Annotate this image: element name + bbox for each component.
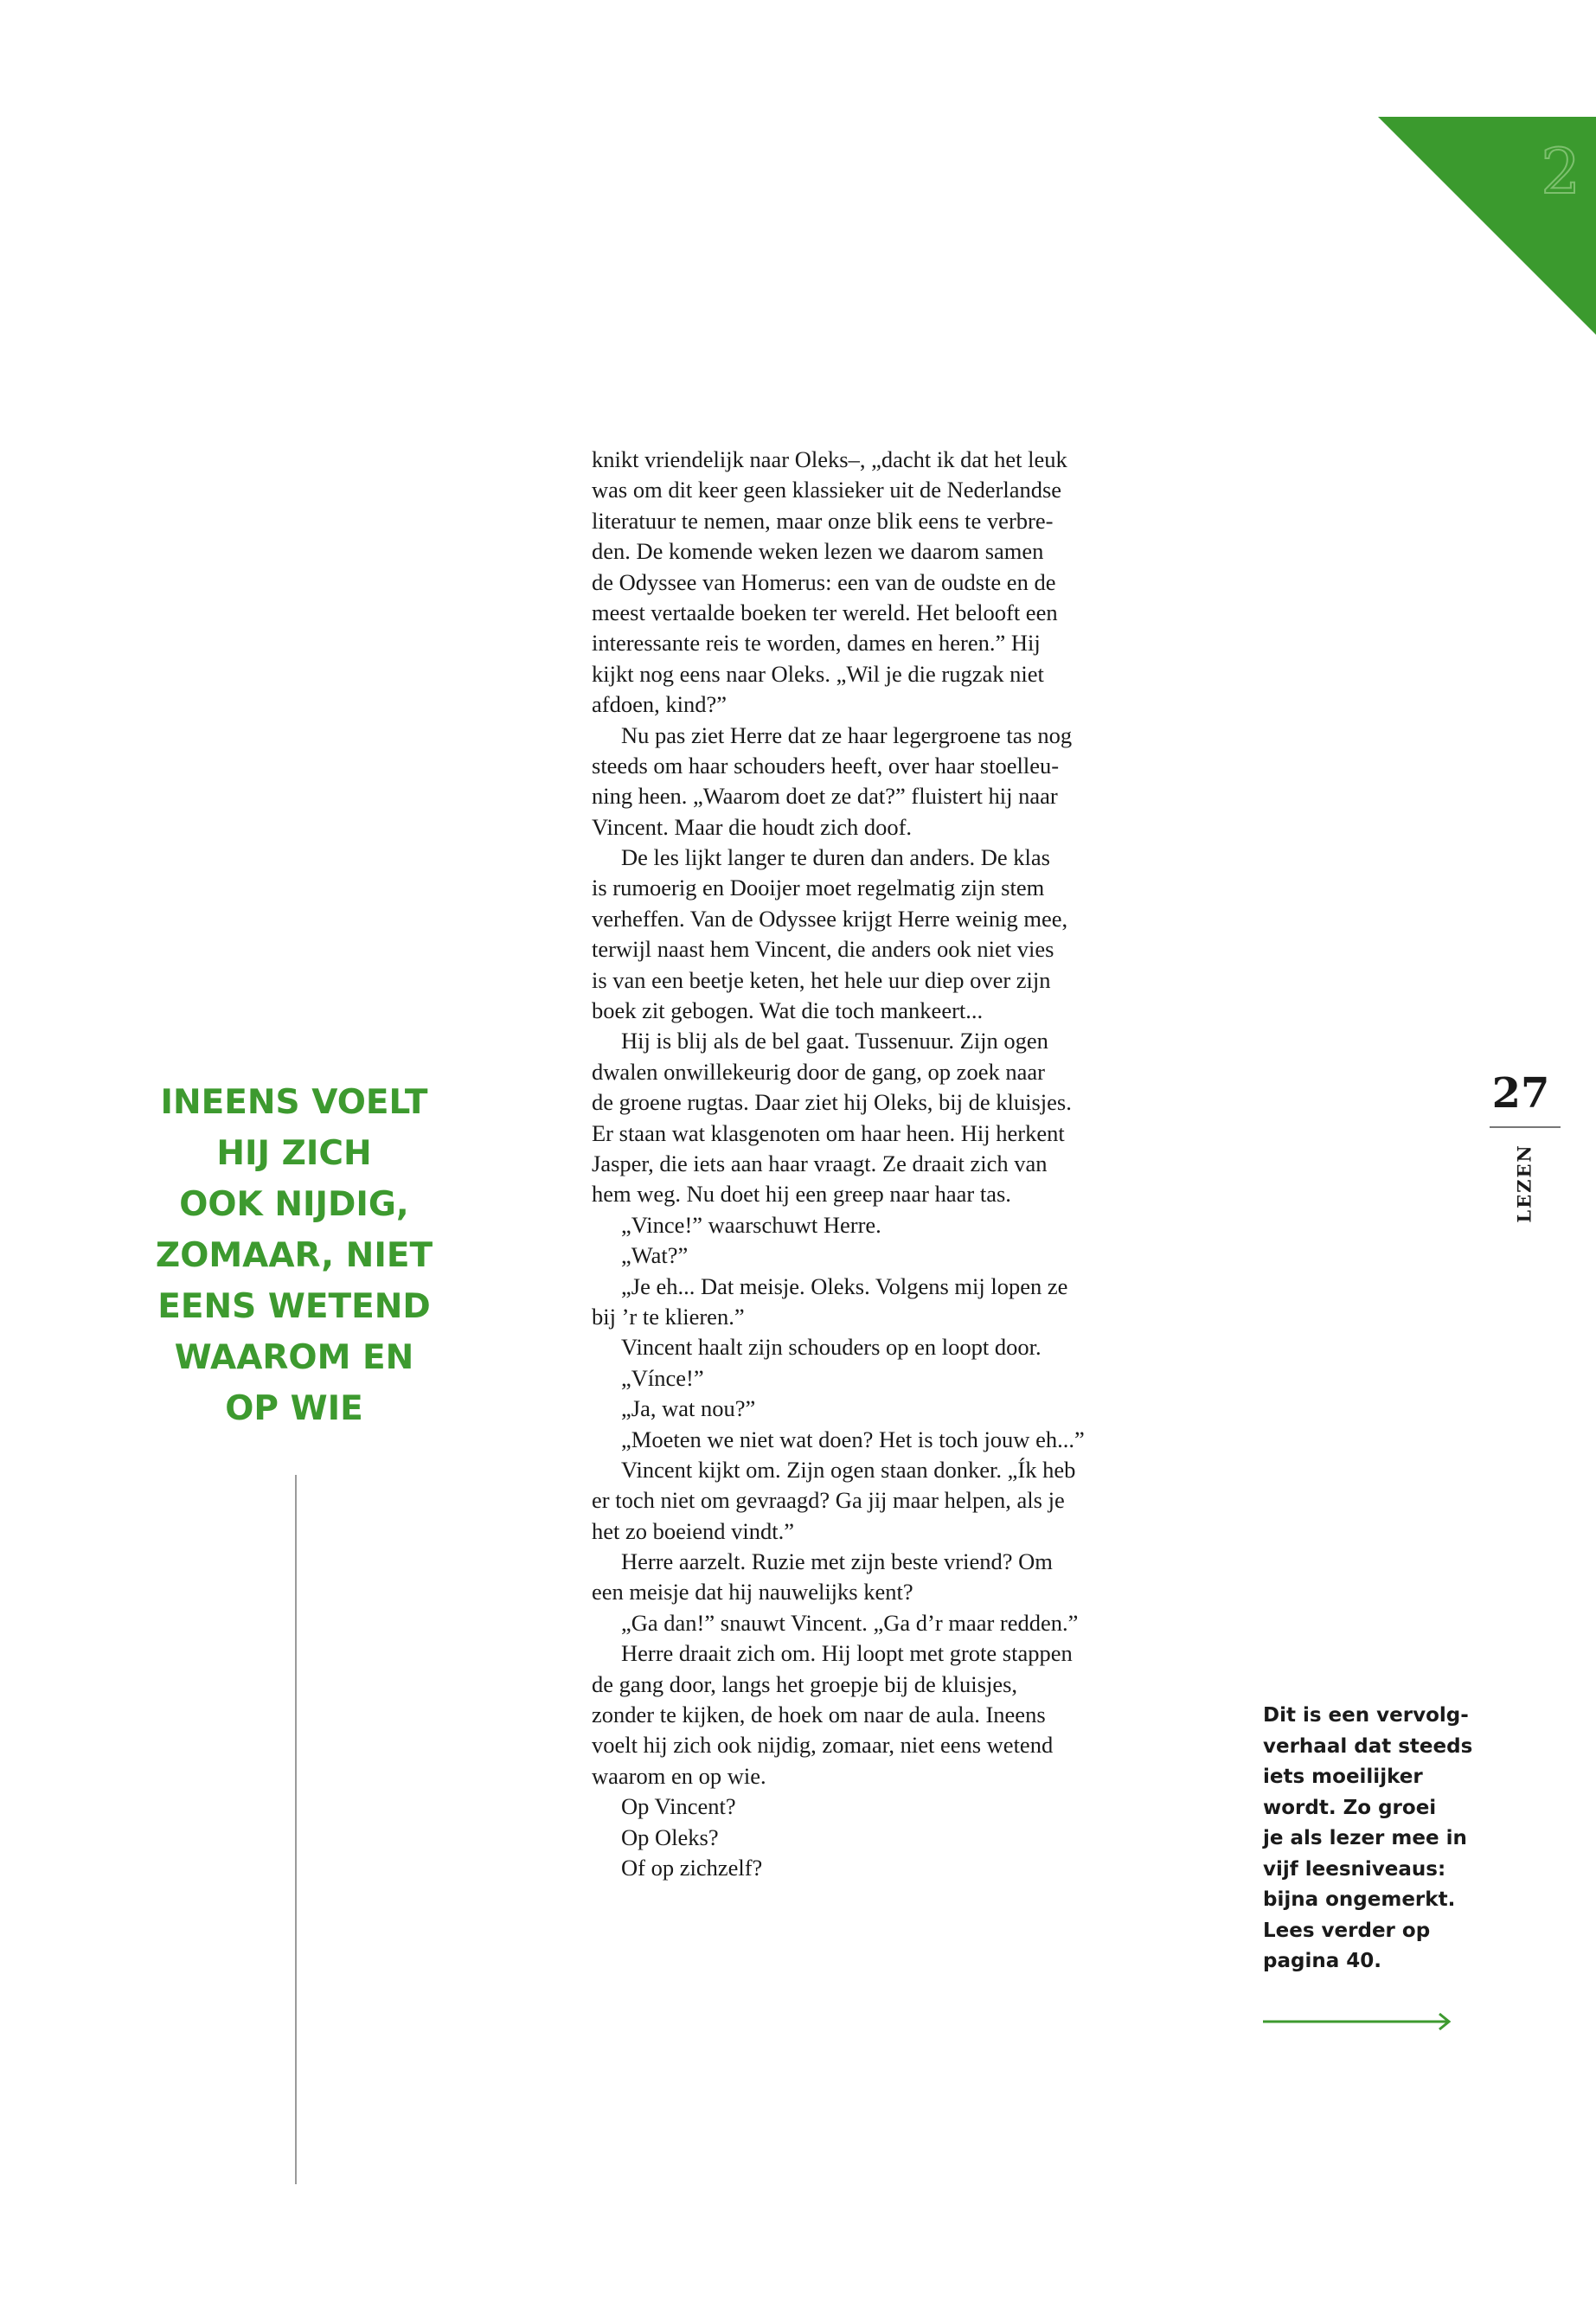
sidebar-note-line: iets moeilijker (1263, 1766, 1423, 1788)
vertical-divider (295, 1475, 297, 2184)
story-line: ning heen. „Waarom doet ze dat?” fluistert hij naar (592, 783, 1058, 810)
pull-quote-line: ZOMAAR, NIET (155, 1236, 433, 1275)
story-line: de gang door, langs het groepje bij de kluisjes, (592, 1670, 1018, 1697)
sidebar-note-line: verhaal dat steeds (1263, 1734, 1473, 1758)
folio-divider (1490, 1126, 1561, 1128)
story-line: de groene rugtas. Daar ziet hij Oleks, bij de kluisjes. (592, 1089, 1072, 1116)
story-line: „Moeten we niet wat doen? Het is toch jouw eh...” (621, 1426, 1085, 1452)
sidebar-note-line: vijf leesniveaus: (1263, 1857, 1446, 1881)
story-line: Herre draait zich om. Hij loopt met grote stappen (621, 1640, 1073, 1667)
story-line: dwalen onwillekeurig door de gang, op zoek naar (592, 1058, 1045, 1085)
story-line: kijkt nog eens naar Oleks. „Wil je die rugzak niet (592, 660, 1044, 687)
story-line: meest vertaalde boeken ter wereld. Het belooft een (592, 599, 1058, 625)
story-line: is van een beetje keten, het hele uur diep over zijn (592, 966, 1051, 993)
story-line: een meisje dat hij nauwelijks kent? (592, 1579, 913, 1606)
sidebar-note-line: bijna ongemerkt. (1263, 1888, 1456, 1911)
story-line: zonder te kijken, de hoek om naar de aula. Ineens (592, 1702, 1046, 1728)
story-line: Jasper, die iets aan haar vraagt. Ze draait zich van (592, 1150, 1048, 1176)
story-line: Vincent haalt zijn schouders op en loopt door. (621, 1334, 1042, 1361)
story-line: afdoen, kind?” (592, 691, 727, 718)
story-line: is rumoerig en Dooijer moet regelmatig zijn stem (592, 875, 1045, 901)
story-line: er toch niet om gevraagd? Ga jij maar helpen, als je (592, 1487, 1065, 1514)
pull-quote-line: INEENS VOELT (160, 1083, 428, 1122)
pull-quote-line: EENS WETEND (157, 1287, 431, 1326)
story-line: Op Vincent? (621, 1793, 736, 1820)
story-line: Vincent kijkt om. Zijn ogen staan donker. „Ík heb (621, 1456, 1076, 1483)
story-line: De les lijkt langer te duren dan anders. De klas (621, 844, 1050, 871)
pull-quote-line: HIJ ZICH (216, 1134, 372, 1173)
story-line: de Odyssee van Homerus: een van de oudste en de (592, 568, 1056, 595)
story-line: bij ’r te klieren.” (592, 1303, 745, 1330)
story-line: knikt vriendelijk naar Oleks–, „dacht ik dat het leuk (592, 446, 1067, 472)
story-text (592, 445, 1145, 1883)
pull-quote (138, 1077, 450, 1434)
story-line: was om dit keer geen klassieker uit de Nederlandse (592, 477, 1062, 503)
section-label-text: LEZEN (1513, 1144, 1535, 1223)
sidebar-note-line: pagina 40. (1263, 1950, 1381, 1972)
sidebar-note-line: Lees verder op (1263, 1919, 1431, 1942)
story-line: „Wat?” (621, 1242, 689, 1269)
story-line: literatuur te nemen, maar onze blik eens te verbre- (592, 507, 1054, 534)
story-line: boek zit gebogen. Wat die toch mankeert... (592, 997, 984, 1024)
pull-quote-line: OOK NIJDIG, (179, 1185, 409, 1224)
sidebar-note-line: wordt. Zo groei (1263, 1796, 1437, 1819)
story-line: terwijl naast hem Vincent, die anders ook niet vies (592, 936, 1054, 963)
story-line: Vincent. Maar die houdt zich doof. (592, 813, 913, 840)
arrow-right-icon (1263, 2011, 1453, 2032)
sidebar-note-line: Dit is een vervolg- (1263, 1704, 1469, 1727)
story-line: Herre aarzelt. Ruzie met zijn beste vriend? Om (621, 1548, 1053, 1575)
story-line: Op Oleks? (621, 1823, 719, 1850)
pull-quote-line: OP WIE (225, 1389, 363, 1428)
story-line: het zo boeiend vindt.” (592, 1517, 795, 1544)
story-line: waarom en op wie. (592, 1762, 766, 1789)
story-line: interessante reis te worden, dames en heren.” Hij (592, 630, 1041, 657)
story-line: steeds om haar schouders heeft, over haar stoelleu- (592, 752, 1060, 779)
page-number: 27 (1491, 1069, 1550, 1118)
story-line: „Je eh... Dat meisje. Oleks. Volgens mij lopen ze (621, 1272, 1068, 1299)
story-line: Er staan wat klasgenoten om haar heen. Hij herkent (592, 1119, 1065, 1146)
story-line: „Ga dan!” snauwt Vincent. „Ga d’r maar redden.” (621, 1609, 1079, 1636)
story-line: verheffen. Van de Odyssee krijgt Herre weinig mee, (592, 905, 1068, 932)
pull-quote-line: WAAROM EN (174, 1338, 414, 1377)
story-line: Hij is blij als de bel gaat. Tussenuur. Zijn ogen (621, 1028, 1048, 1054)
story-line: Nu pas ziet Herre dat ze haar legergroene tas nog (621, 721, 1073, 748)
sidebar-note-line: je als lezer mee in (1263, 1827, 1467, 1849)
chapter-number: 2 (1541, 135, 1580, 208)
story-line: Of op zichzelf? (621, 1854, 763, 1881)
story-line: „Vínce!” (621, 1364, 704, 1391)
story-line: voelt hij zich ook nijdig, zomaar, niet eens wetend (592, 1732, 1054, 1759)
story-line: „Ja, wat nou?” (621, 1395, 756, 1422)
story-line: „Vince!” waarschuwt Herre. (621, 1211, 881, 1238)
sidebar-note (1263, 1701, 1473, 1977)
story-line: den. De komende weken lezen we daarom samen (592, 538, 1044, 565)
story-line: hem weg. Nu doet hij een greep naar haar tas. (592, 1181, 1011, 1208)
section-label (1511, 1140, 1537, 1227)
